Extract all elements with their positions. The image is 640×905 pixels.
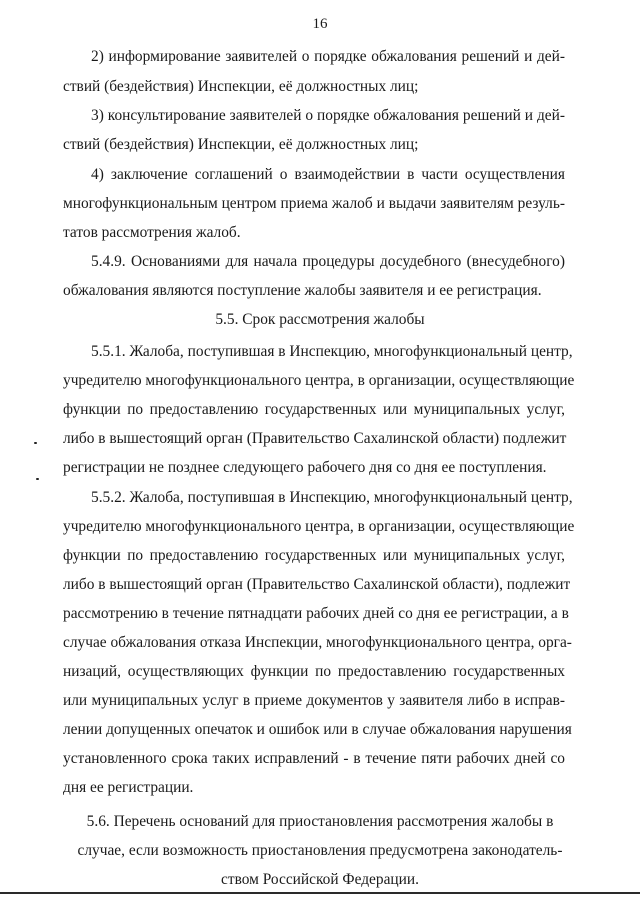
para-5-5-2-line-8: или муниципальных услуг в приеме документов у заявителя либо в исправ- [63, 692, 565, 709]
para-5-5-1-line-2: учредителю многофункционального центра, в организации, осуществляющие [63, 372, 575, 389]
section-heading-5-5: 5.5. Срок рассмотрения жалобы [215, 311, 425, 328]
item-4-line-3: татов рассмотрения жалоб. [63, 224, 241, 241]
bottom-scan-edge [0, 892, 640, 894]
item-3-line-2: ствий (бездействия) Инспекции, её должностных лиц; [63, 136, 419, 153]
para-5-5-1-line-3: функции по предоставлению государственных или муниципальных услуг, [63, 401, 565, 418]
para-5-5-2-line-4: либо в вышестоящий орган (Правительство Сахалинской области), подлежит [63, 576, 571, 593]
item-4-line-2: многофункциональным центром приема жалоб и выдачи заявителям резуль- [63, 195, 565, 212]
page-number: 16 [312, 16, 328, 32]
scan-speck [34, 442, 37, 444]
para-5-5-2-line-6: случае обжалования отказа Инспекции, многофункционального центра, орга- [63, 634, 572, 651]
para-5-5-2-line-7: низаций, осуществляющих функции по предоставлению государственных [63, 663, 565, 680]
para-5-5-2-line-3: функции по предоставлению государственных или муниципальных услуг, [63, 547, 565, 564]
section-heading-5-6-line-1: 5.6. Перечень оснований для приостановления рассмотрения жалобы в [86, 813, 554, 830]
para-5-5-1-line-1: 5.5.1. Жалоба, поступившая в Инспекцию, многофункциональный центр, [91, 343, 573, 360]
para-5-5-2-line-1: 5.5.2. Жалоба, поступившая в Инспекцию, многофункциональный центр, [91, 489, 573, 506]
para-5-4-9-line-2: обжалования являются поступление жалобы заявителя и ее регистрация. [63, 282, 542, 299]
section-heading-5-6-line-3: ством Российской Федерации. [221, 871, 419, 888]
para-5-4-9-line-1: 5.4.9. Основаниями для начала процедуры досудебного (внесудебного) [91, 253, 565, 270]
scan-speck [36, 478, 39, 480]
para-5-5-2-line-10: установленного срока таких исправлений - в течение пяти рабочих дней со [63, 750, 565, 767]
item-3-line-1: 3) консультирование заявителей о порядке обжалования решений и дей- [91, 107, 565, 124]
para-5-5-2-line-2: учредителю многофункционального центра, в организации, осуществляющие [63, 518, 575, 535]
para-5-5-2-line-11: дня ее регистрации. [63, 779, 194, 796]
item-2-line-2: ствий (бездействия) Инспекции, её должностных лиц; [63, 78, 419, 95]
para-5-5-2-line-9: лении допущенных опечаток и ошибок или в случае обжалования нарушения [63, 721, 572, 738]
para-5-5-1-line-4: либо в вышестоящий орган (Правительство Сахалинской области) подлежит [63, 430, 567, 447]
para-5-5-1-line-5: регистрации не позднее следующего рабочего дня со дня ее поступления. [63, 459, 547, 476]
para-5-5-2-line-5: рассмотрению в течение пятнадцати рабочих дней со дня ее регистрации, а в [63, 605, 569, 622]
item-4-line-1: 4) заключение соглашений о взаимодействии в части осуществления [91, 166, 565, 183]
section-heading-5-6-line-2: случае, если возможность приостановления предусмотрена законодатель- [77, 842, 563, 859]
item-2-line-1: 2) информирование заявителей о порядке обжалования решений и дей- [91, 48, 565, 65]
